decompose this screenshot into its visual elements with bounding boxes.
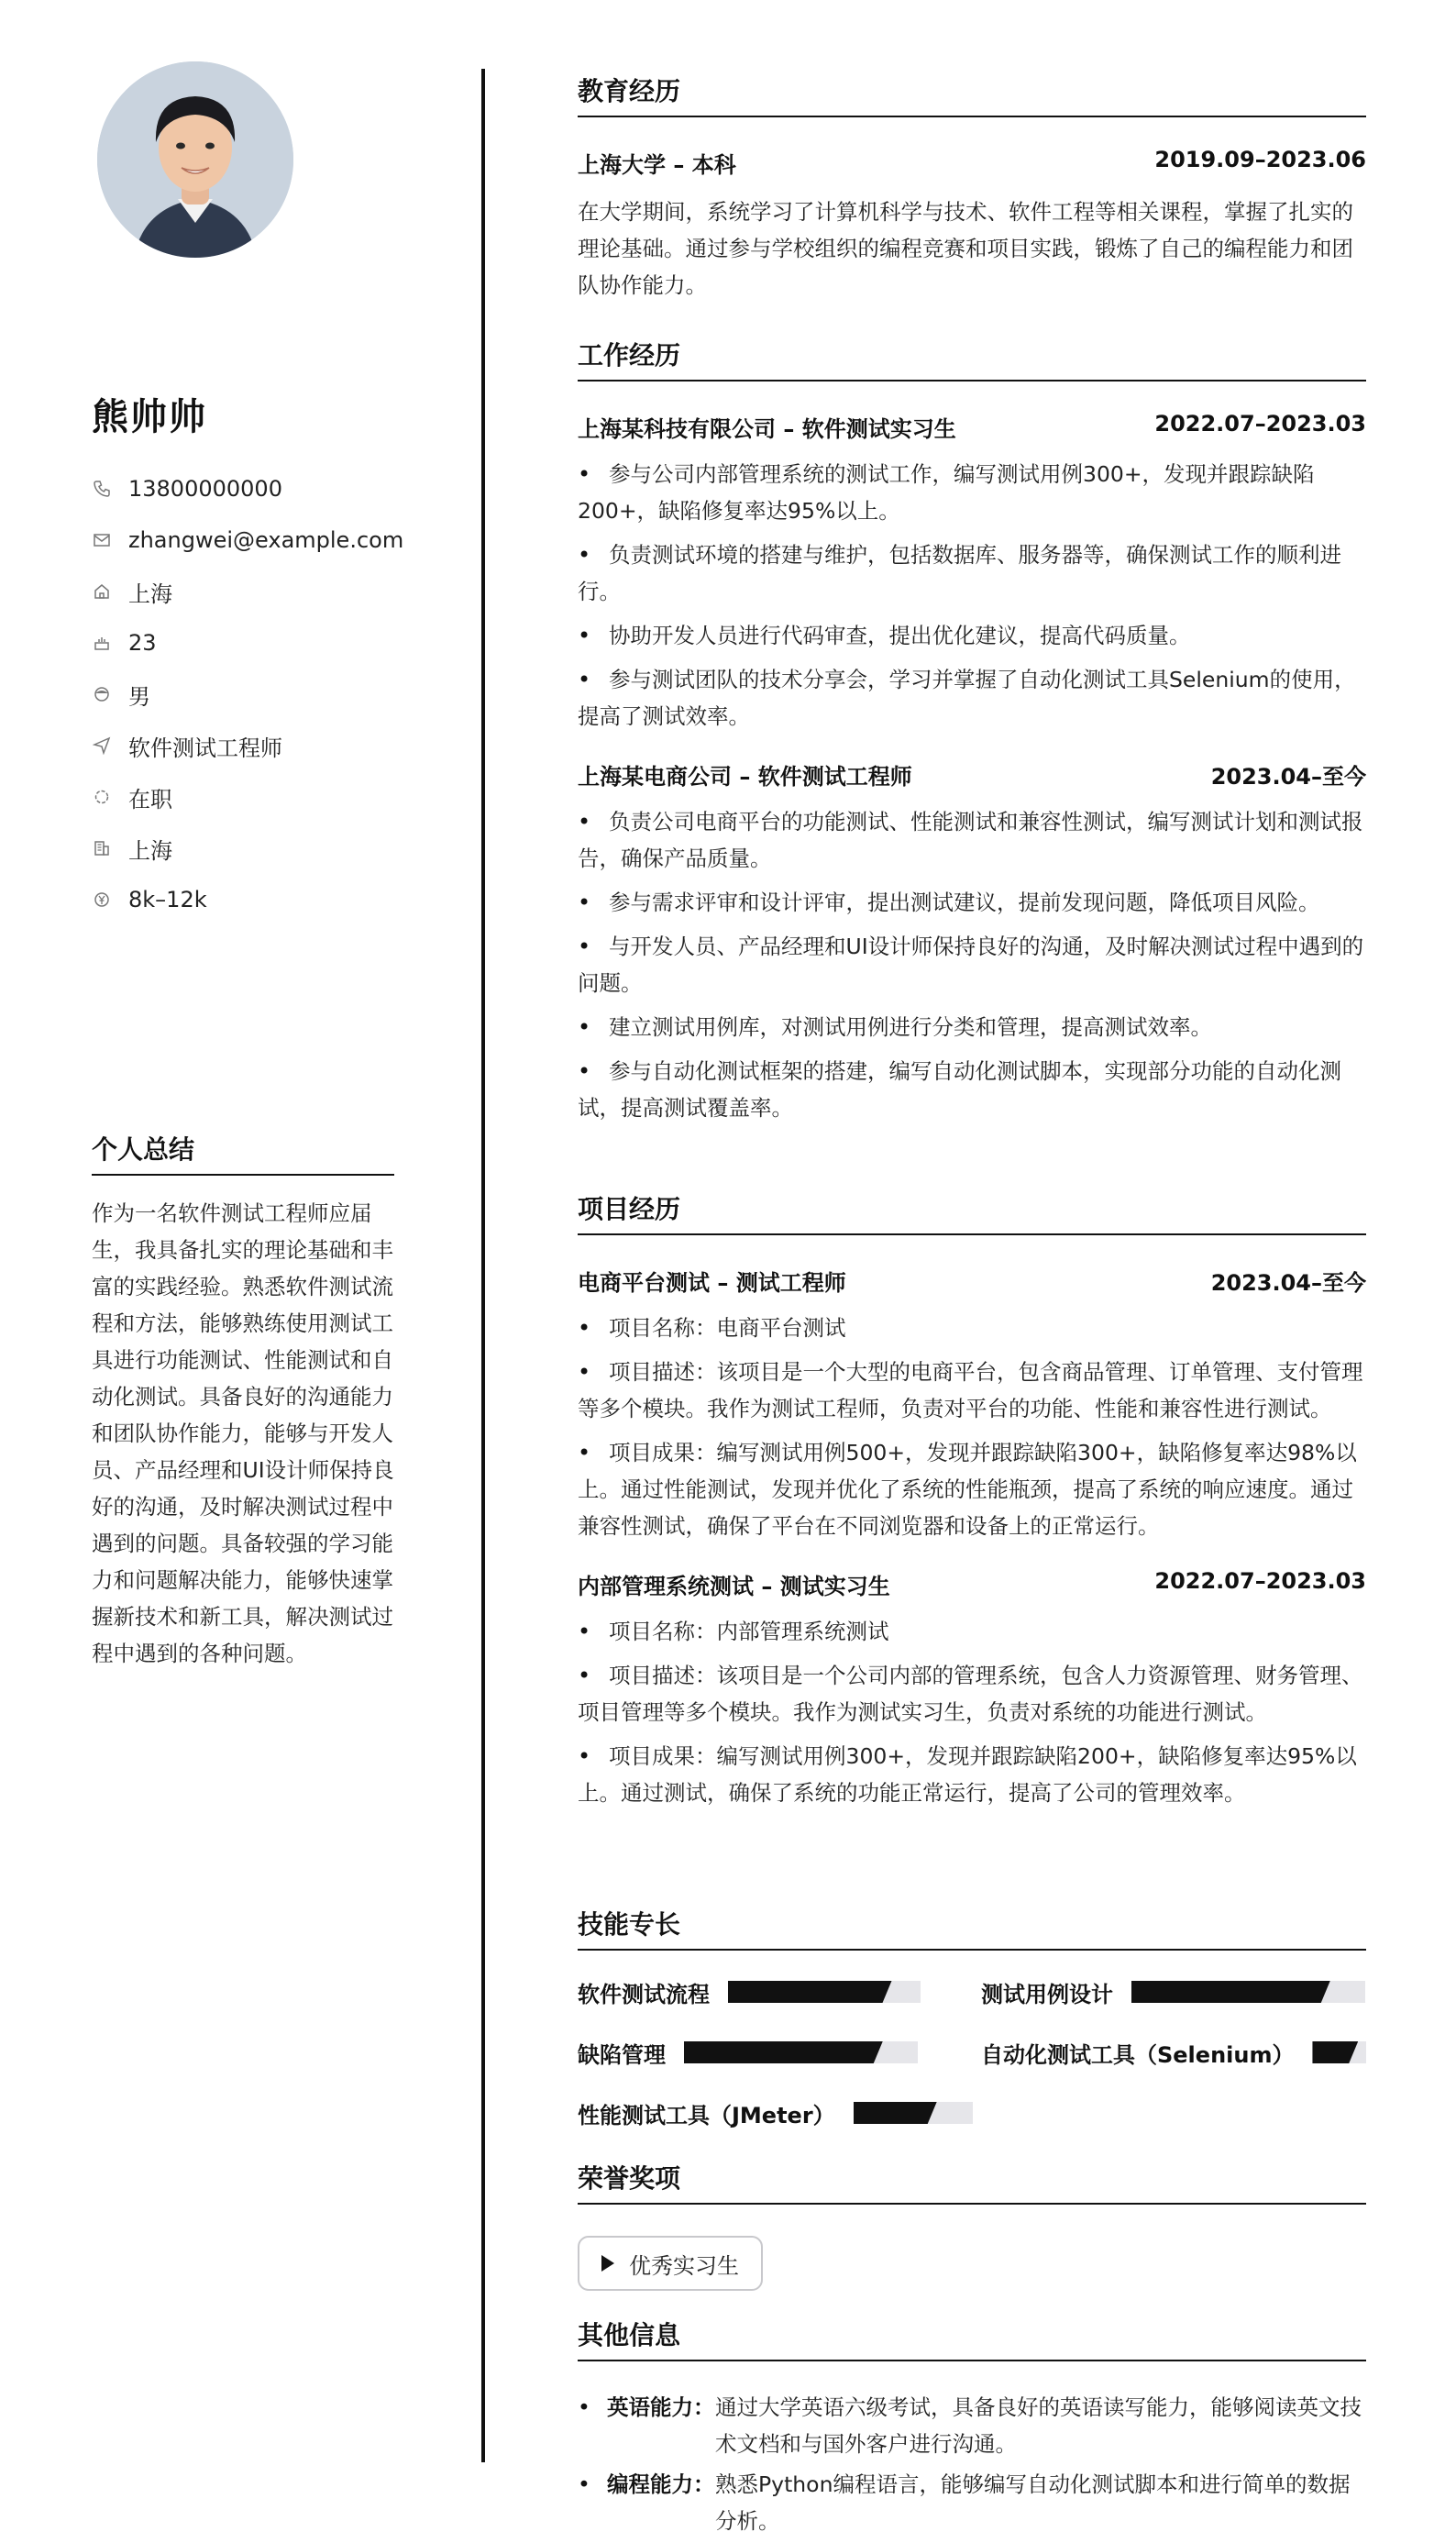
skills-section — [578, 1905, 1366, 2128]
project-entry-header — [578, 1265, 1366, 1297]
education-heading: 教育经历 — [578, 72, 1366, 117]
info-location — [92, 566, 403, 617]
gender-icon — [92, 684, 112, 704]
status-icon — [92, 787, 112, 807]
skill-label: 自动化测试工具（Selenium） — [981, 2041, 1295, 2068]
education-description: 在大学期间，系统学习了计算机科学与技术、软件工程等相关课程，掌握了扎实的理论基础。通过参与学校组织的编程竞赛和项目实践，锻炼了自己的编程能力和团队协作能力。 — [578, 199, 1353, 298]
skill-item — [578, 2040, 981, 2068]
work-entry-title: 上海某电商公司 – 软件测试工程师 — [578, 764, 912, 790]
skill-label: 测试用例设计 — [981, 1981, 1113, 2007]
projects-section — [578, 1189, 1366, 1819]
age-value: 23 — [128, 630, 157, 656]
send-icon — [92, 735, 112, 756]
candidate-name: 熊帅帅 — [92, 396, 207, 438]
skill-label: 性能测试工具（JMeter） — [578, 2102, 835, 2128]
summary-heading: 个人总结 — [92, 1130, 394, 1176]
avatar-portrait-icon — [97, 61, 293, 258]
list-item: • 负责公司电商平台的功能测试、性能测试和兼容性测试，编写测试计划和测试报告，确保产品质量。 — [578, 803, 1366, 877]
work-entry-title: 上海某科技有限公司 – 软件测试实习生 — [578, 416, 956, 442]
skill-bar-fill — [1131, 1981, 1330, 2003]
other-info-list — [578, 2389, 1366, 2539]
avatar — [97, 61, 293, 258]
phone-value: 13800000000 — [128, 476, 282, 502]
list-item: • 负责测试环境的搭建与维护，包括数据库、服务器等，确保测试工作的顺利进行。 — [578, 536, 1366, 610]
work-entry-date: 2022.07–2023.03 — [1154, 411, 1366, 437]
project-entry-title: 内部管理系统测试 – 测试实习生 — [578, 1574, 890, 1599]
skill-item — [578, 2101, 981, 2128]
cake-icon — [92, 633, 112, 653]
work-entry-header — [578, 411, 1366, 443]
bullet-icon: • — [578, 2394, 590, 2420]
skill-bar — [854, 2102, 973, 2124]
phone-icon — [92, 479, 112, 499]
list-item: • 项目名称：电商平台测试 — [578, 1310, 1366, 1346]
city-value: 上海 — [128, 837, 172, 864]
info-status — [92, 771, 403, 823]
list-item: • 项目名称：内部管理系统测试 — [578, 1613, 1366, 1650]
status-value: 在职 — [128, 786, 172, 813]
skill-bar-fill — [854, 2102, 937, 2124]
project-entry-title: 电商平台测试 – 测试工程师 — [578, 1270, 846, 1296]
bullet-icon: • — [578, 2471, 590, 2497]
play-icon — [601, 2255, 614, 2272]
other-info-key: 英语能力： — [607, 2394, 715, 2420]
skill-bar — [684, 2041, 918, 2063]
list-item: • 参与需求评审和设计评审，提出测试建议，提前发现问题，降低项目风险。 — [578, 884, 1366, 921]
info-phone — [92, 463, 403, 514]
list-item: • 与开发人员、产品经理和UI设计师保持良好的沟通，及时解决测试过程中遇到的问题。 — [578, 928, 1366, 1001]
project-bullet-list — [578, 1310, 1366, 1544]
info-position — [92, 720, 403, 771]
project-entry-header — [578, 1568, 1366, 1600]
salary-icon — [92, 890, 112, 910]
skill-bar-fill — [728, 1981, 892, 2003]
skill-label: 软件测试流程 — [578, 1981, 710, 2007]
info-age — [92, 617, 403, 669]
salary-value: 8k–12k — [128, 887, 207, 912]
work-section — [578, 336, 1366, 1133]
education-entry-header — [578, 147, 1366, 179]
list-item: • 项目成果：编写测试用例500+，发现并跟踪缺陷300+，缺陷修复率达98%以上。通过性能测试，发现并优化了系统的性能瓶颈，提高了系统的响应速度。通过兼容性测试，确保了平台在不同浏览器和设备上的正常运行。 — [578, 1434, 1366, 1544]
other-info-heading: 其他信息 — [578, 2316, 1366, 2361]
education-date: 2019.09–2023.06 — [1154, 147, 1366, 172]
list-item: • 项目成果：编写测试用例300+，发现并跟踪缺陷200+，缺陷修复率达95%以上。通过测试，确保了系统的功能正常运行，提高了公司的管理效率。 — [578, 1738, 1366, 1811]
skill-item — [578, 1980, 981, 2007]
work-bullet-list — [578, 456, 1366, 735]
work-heading: 工作经历 — [578, 336, 1366, 381]
other-info-value: 通过大学英语六级考试，具备良好的英语读写能力，能够阅读英文技术文档和与国外客户进行沟通。 — [715, 2394, 1362, 2457]
awards-heading: 荣誉奖项 — [578, 2159, 1366, 2205]
info-gender — [92, 669, 403, 720]
list-item: • 参与自动化测试框架的搭建，编写自动化测试脚本，实现部分功能的自动化测试，提高测试覆盖率。 — [578, 1053, 1366, 1126]
project-entry-date: 2023.04–至今 — [1210, 1270, 1366, 1296]
skills-heading: 技能专长 — [578, 1905, 1366, 1951]
education-section — [578, 72, 1366, 304]
email-value: zhangwei@example.com — [128, 527, 404, 553]
work-bullet-list — [578, 803, 1366, 1126]
location-value: 上海 — [128, 580, 172, 607]
skill-bar-fill — [684, 2041, 883, 2063]
skill-bar — [728, 1981, 921, 2003]
list-item: • 项目描述：该项目是一个大型的电商平台，包含商品管理、订单管理、支付管理等多个模块。我作为测试工程师，负责对平台的功能、性能和兼容性进行测试。 — [578, 1354, 1366, 1427]
skill-bar — [1131, 1981, 1365, 2003]
contact-info-list — [92, 463, 403, 925]
skill-label: 缺陷管理 — [578, 2041, 666, 2068]
education-school: 上海大学 – 本科 — [578, 152, 736, 178]
position-value: 软件测试工程师 — [128, 735, 282, 761]
info-email — [92, 514, 403, 566]
list-item: • 参与公司内部管理系统的测试工作，编写测试用例300+，发现并跟踪缺陷200+，缺陷修复率达95%以上。 — [578, 456, 1366, 529]
list-item: • 参与测试团队的技术分享会，学习并掌握了自动化测试工具Selenium的使用，提高了测试效率。 — [578, 661, 1366, 735]
project-entry-date: 2022.07–2023.03 — [1154, 1568, 1366, 1594]
skill-item — [981, 1980, 1366, 2007]
projects-heading: 项目经历 — [578, 1189, 1366, 1235]
gender-value: 男 — [128, 683, 150, 710]
other-info-key: 编程能力： — [607, 2471, 715, 2497]
home-icon — [92, 581, 112, 602]
skill-item — [981, 2040, 1366, 2068]
info-city — [92, 823, 403, 874]
other-info-section — [578, 2316, 1366, 2543]
skills-grid — [578, 1980, 1366, 2128]
work-entry-header — [578, 758, 1366, 791]
awards-section — [578, 2159, 1366, 2291]
award-label: 优秀实习生 — [629, 2252, 739, 2279]
list-item — [578, 2466, 1366, 2539]
column-divider — [481, 69, 485, 2462]
skill-bar-fill — [1312, 2041, 1358, 2063]
award-badge[interactable] — [578, 2236, 763, 2291]
summary-text: 作为一名软件测试工程师应届生，我具备扎实的理论基础和丰富的实践经验。熟悉软件测试流程和方法，能够熟练使用测试工具进行功能测试、性能测试和自动化测试。具备良好的沟通能力和团队协作能力，能够与开发人员、产品经理和UI设计师保持良好的沟通，及时解决测试过程中遇到的问题。具备较强的学习能力和问题解决能力，能够快速掌握新技术和新工具，解决测试过程中遇到的各种问题。 — [92, 1200, 394, 1666]
project-bullet-list — [578, 1613, 1366, 1811]
list-item: • 协助开发人员进行代码审查，提出优化建议，提高代码质量。 — [578, 617, 1366, 654]
list-item: • 项目描述：该项目是一个公司内部的管理系统，包含人力资源管理、财务管理、项目管理等多个模块。我作为测试实习生，负责对系统的功能进行测试。 — [578, 1657, 1366, 1730]
list-item — [578, 2389, 1366, 2462]
mail-icon — [92, 530, 112, 550]
skill-bar — [1312, 2041, 1366, 2063]
list-item: • 建立测试用例库，对测试用例进行分类和管理，提高测试效率。 — [578, 1009, 1366, 1045]
work-entry-date: 2023.04–至今 — [1210, 764, 1366, 790]
building-icon — [92, 838, 112, 858]
info-salary — [92, 874, 403, 925]
other-info-value: 熟悉Python编程语言，能够编写自动化测试脚本和进行简单的数据分析。 — [715, 2471, 1351, 2534]
